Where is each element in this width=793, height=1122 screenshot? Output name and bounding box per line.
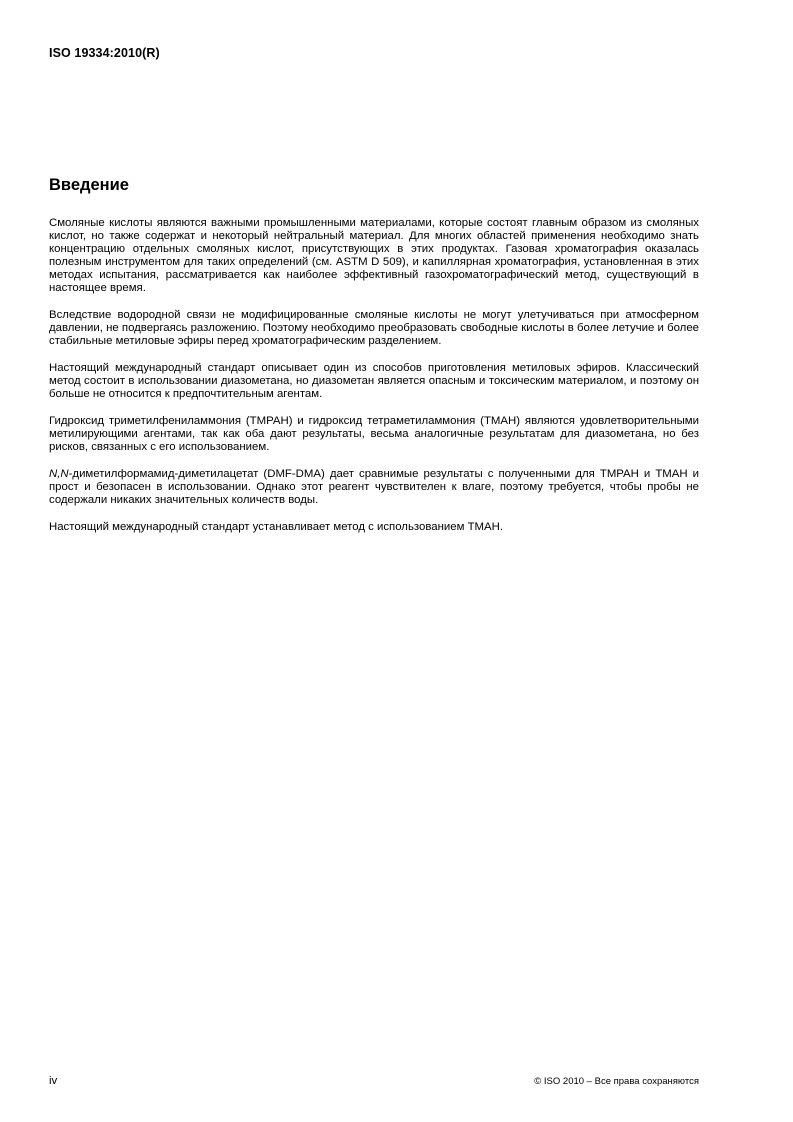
page-number: iv xyxy=(49,1075,58,1087)
paragraph-3: Настоящий международный стандарт описывает один из способов приготовления метиловых эфиров. Классический метод состоит в использовании диазометана, но диазометан является опасным и токсическим материалом, и поэтому он больше не относится к предпочтительным агентам. xyxy=(49,362,699,401)
paragraph-5-italic-prefix: N,N xyxy=(49,468,69,481)
paragraph-6: Настоящий международный стандарт устанавливает метод с использованием TMAH. xyxy=(49,521,503,534)
paragraph-5-text: -диметилформамид-диметилацетат (DMF-DMA) дает сравнимые результаты с полученными для TMPAH и TMAH и прост и безопасен в использовании. Однако этот реагент чувствителен к влаге, поэтому требуется, чтобы пробы не содержали никаких значительных количеств воды. xyxy=(49,468,699,507)
paragraph-2: Вследствие водородной связи не модифицированные смоляные кислоты не могут улетучиваться при атмосферном давлении, не подвергаясь разложению. Поэтому необходимо преобразовать свободные кислоты в более летучие и более стабильные метиловые эфиры перед хроматографическим разделением. xyxy=(49,309,699,348)
body-text xyxy=(49,217,699,548)
document-code: ISO 19334:2010(R) xyxy=(49,46,160,60)
section-title: Введение xyxy=(49,176,129,194)
copyright-notice: © ISO 2010 – Все права сохраняются xyxy=(534,1076,699,1087)
paragraph-5 xyxy=(49,468,699,507)
paragraph-4: Гидроксид триметилфениламмония (TMPAH) и гидроксид тетраметиламмония (TMAH) являются удовлетворительными метилирующими агентами, так как оба дают результаты, весьма аналогичные результатам для диазометана, но без рисков, связанных с его использованием. xyxy=(49,415,699,454)
paragraph-1: Смоляные кислоты являются важными промышленными материалами, которые состоят главным образом из смоляных кислот, но также содержат и некоторый нейтральный материал. Для многих областей применения необходимо знать концентрацию отдельных смоляных кислот, присутствующих в этих продуктах. Газовая хроматография оказалась полезным инструментом для таких определений (см. ASTM D 509), и капиллярная хроматография, установленная в этих методах испытания, рассматривается как наиболее эффективный газохроматографический метод, существующий в настоящее время. xyxy=(49,217,699,295)
